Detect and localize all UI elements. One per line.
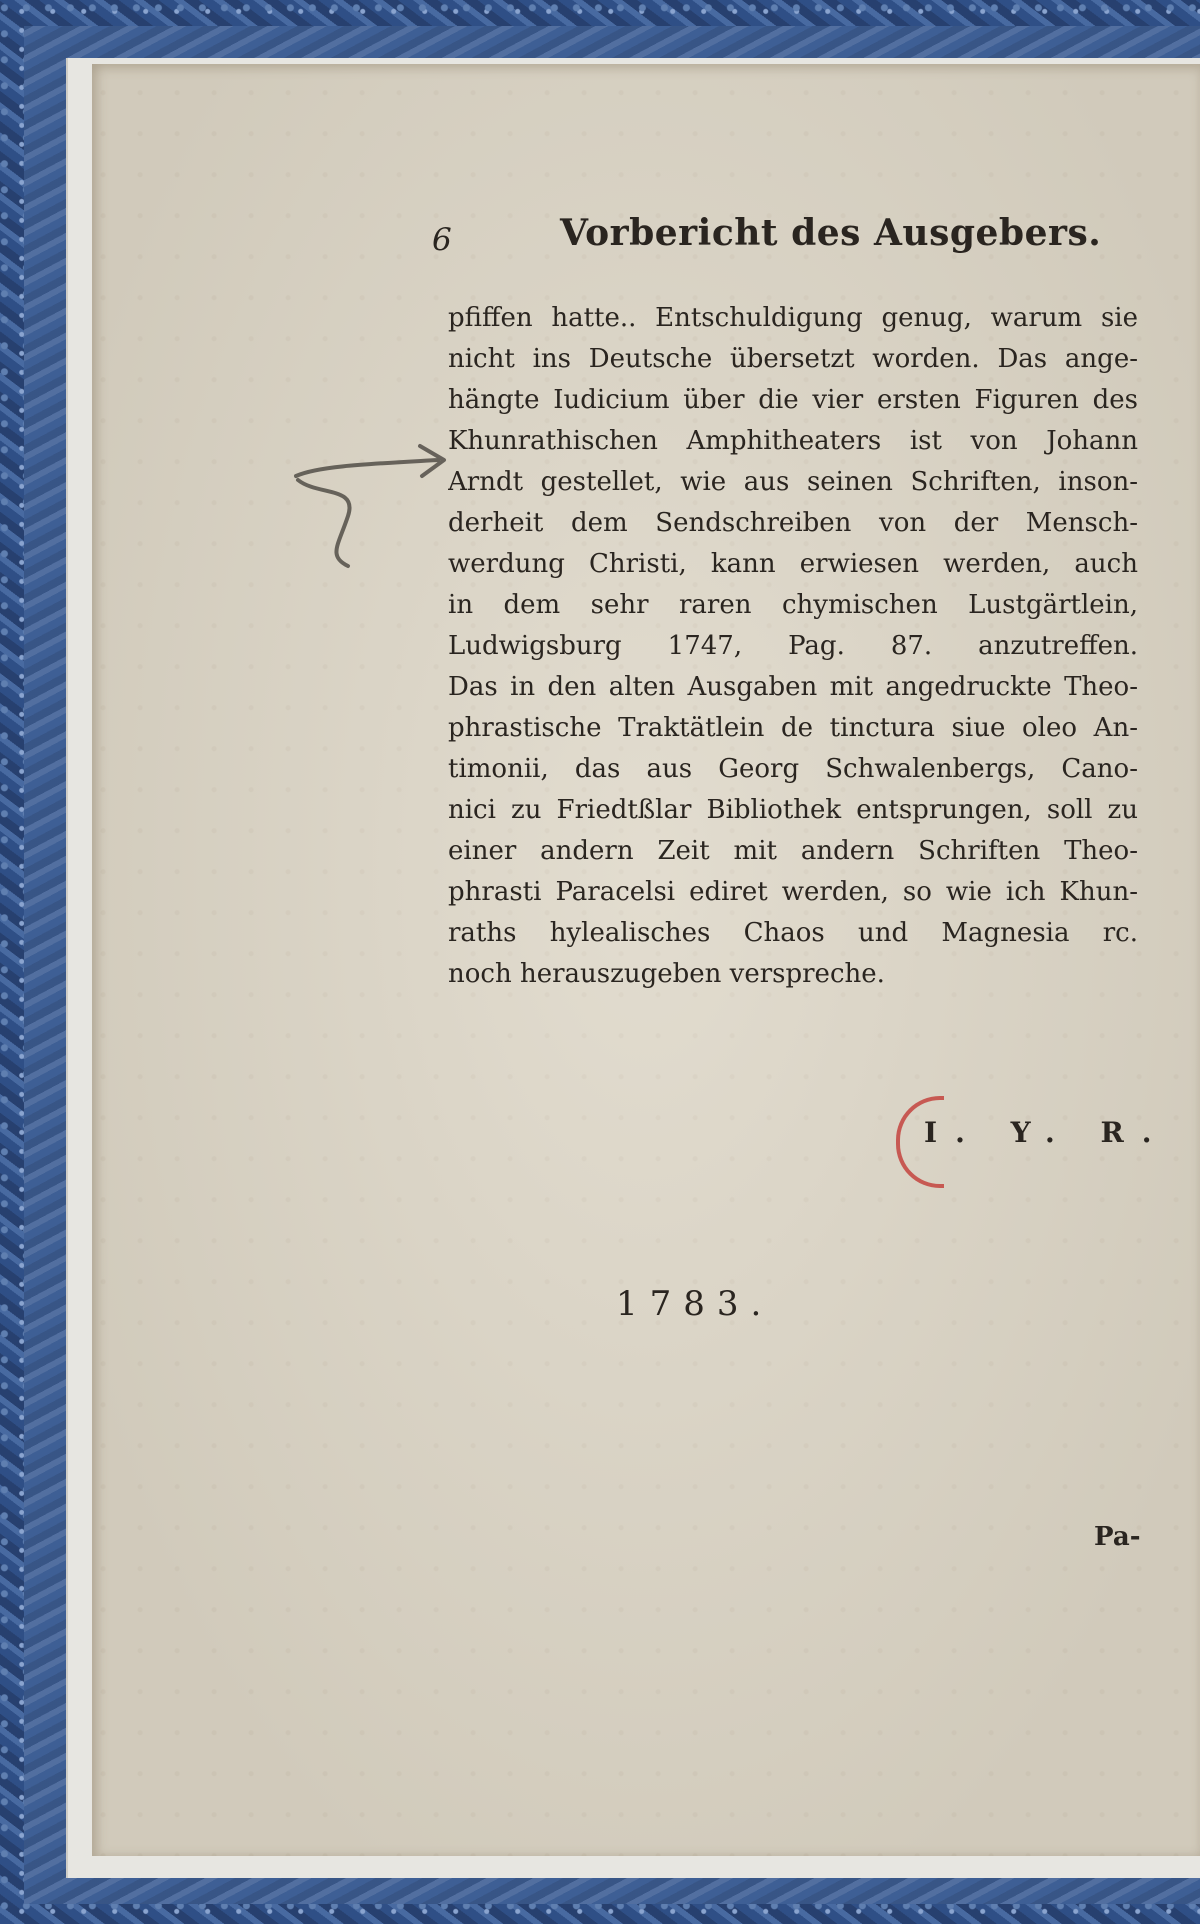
text-line: nici zu Friedtßlar Bibliothek entsprungen, soll zu [448, 795, 1138, 825]
pencil-arrow-icon [288, 436, 458, 596]
text-line: noch herauszugeben verspreche. [448, 959, 885, 989]
text-line: pfiffen hatte.. Entschuldigung genug, warum sie [448, 303, 1138, 333]
signature-initials: I. Y. R. [924, 1116, 1170, 1149]
body-text [448, 298, 1138, 995]
text-line: derheit dem Sendschreiben von der Mensch- [448, 508, 1138, 538]
text-line: nicht ins Deutsche übersetzt worden. Das ange- [448, 344, 1138, 374]
text-line: Das in den alten Ausgaben mit angedruckte Theo- [448, 672, 1138, 702]
text-line: einer andern Zeit mit andern Schriften Theo- [448, 836, 1138, 866]
text-line: in dem sehr raren chymischen Lustgärtlein, [448, 590, 1138, 620]
year: 1783. [616, 1284, 774, 1324]
catchword: Pa- [1094, 1522, 1141, 1552]
text-line: timonii, das aus Georg Schwalenbergs, Cano- [448, 754, 1138, 784]
text-line: phrastische Traktätlein de tinctura siue oleo An- [448, 713, 1138, 743]
text-line: raths hylealisches Chaos und Magnesia rc. [448, 918, 1138, 948]
text-line: hängte Iudicium über die vier ersten Figuren des [448, 385, 1138, 415]
text-line: Arndt gestellet, wie aus seinen Schriften, inson- [448, 467, 1138, 497]
running-head: Vorbericht des Ausgebers. [560, 212, 1102, 254]
text-line: phrasti Paracelsi ediret werden, so wie ich Khun- [448, 877, 1138, 907]
page-number: 6 [432, 222, 452, 258]
text-line: Khunrathischen Amphitheaters ist von Johann [448, 426, 1138, 456]
text-line: werdung Christi, kann erwiesen werden, auch [448, 549, 1138, 579]
text-line: Ludwigsburg 1747, Pag. 87. anzutreffen. [448, 631, 1138, 661]
